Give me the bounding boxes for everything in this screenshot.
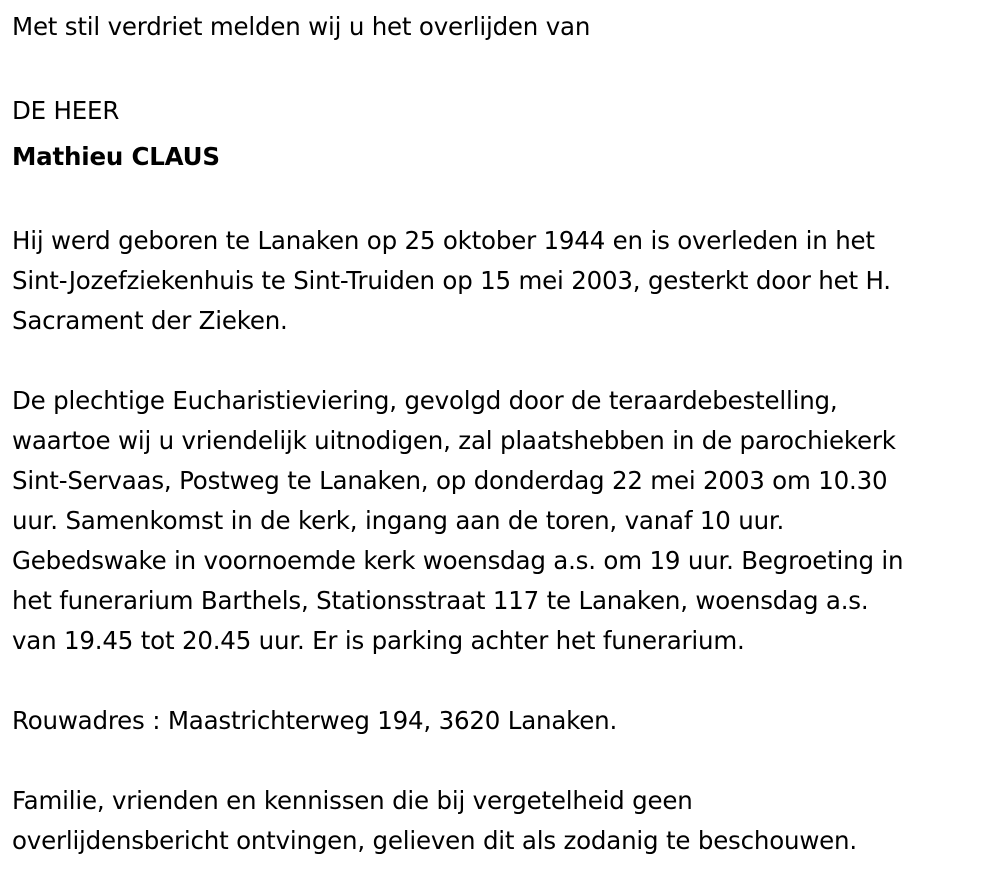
- mourning-address: Rouwadres : Maastrichterweg 194, 3620 Lanaken.: [12, 706, 618, 735]
- closing-paragraph: [12, 781, 988, 861]
- deceased-name: Mathieu CLAUS: [12, 142, 220, 171]
- closing-line: overlijdensbericht ontvingen, gelieven dit als zodanig te beschouwen.: [12, 826, 857, 855]
- ceremony-line: van 19.45 tot 20.45 uur. Er is parking achter het funerarium.: [12, 626, 745, 655]
- salutation: DE HEER: [12, 96, 120, 125]
- intro-text: Met stil verdriet melden wij u het overlijden van: [12, 12, 591, 41]
- ceremony-line: het funerarium Barthels, Stationsstraat 117 te Lanaken, woensdag a.s.: [12, 586, 869, 615]
- spacer: [12, 661, 988, 701]
- birth-line: Hij werd geboren te Lanaken op 25 oktober 1944 en is overleden in het: [12, 226, 875, 255]
- ceremony-paragraph: [12, 381, 988, 661]
- ceremony-line: Sint-Servaas, Postweg te Lanaken, op donderdag 22 mei 2003 om 10.30: [12, 466, 888, 495]
- ceremony-line: De plechtige Eucharistieviering, gevolgd door de teraardebestelling,: [12, 386, 838, 415]
- ceremony-line: uur. Samenkomst in de kerk, ingang aan de toren, vanaf 10 uur.: [12, 506, 785, 535]
- ceremony-line: waartoe wij u vriendelijk uitnodigen, zal plaatshebben in de parochiekerk: [12, 426, 896, 455]
- birth-line: Sacrament der Zieken.: [12, 306, 288, 335]
- spacer: [12, 47, 988, 87]
- birth-line: Sint-Jozefziekenhuis te Sint-Truiden op 15 mei 2003, gesterkt door het H.: [12, 266, 891, 295]
- birth-paragraph: [12, 221, 988, 341]
- spacer: [12, 341, 988, 381]
- closing-line: Familie, vrienden en kennissen die bij vergetelheid geen: [12, 786, 693, 815]
- spacer: [12, 741, 988, 781]
- ceremony-line: Gebedswake in voornoemde kerk woensdag a.s. om 19 uur. Begroeting in: [12, 546, 904, 575]
- spacer: [12, 181, 988, 221]
